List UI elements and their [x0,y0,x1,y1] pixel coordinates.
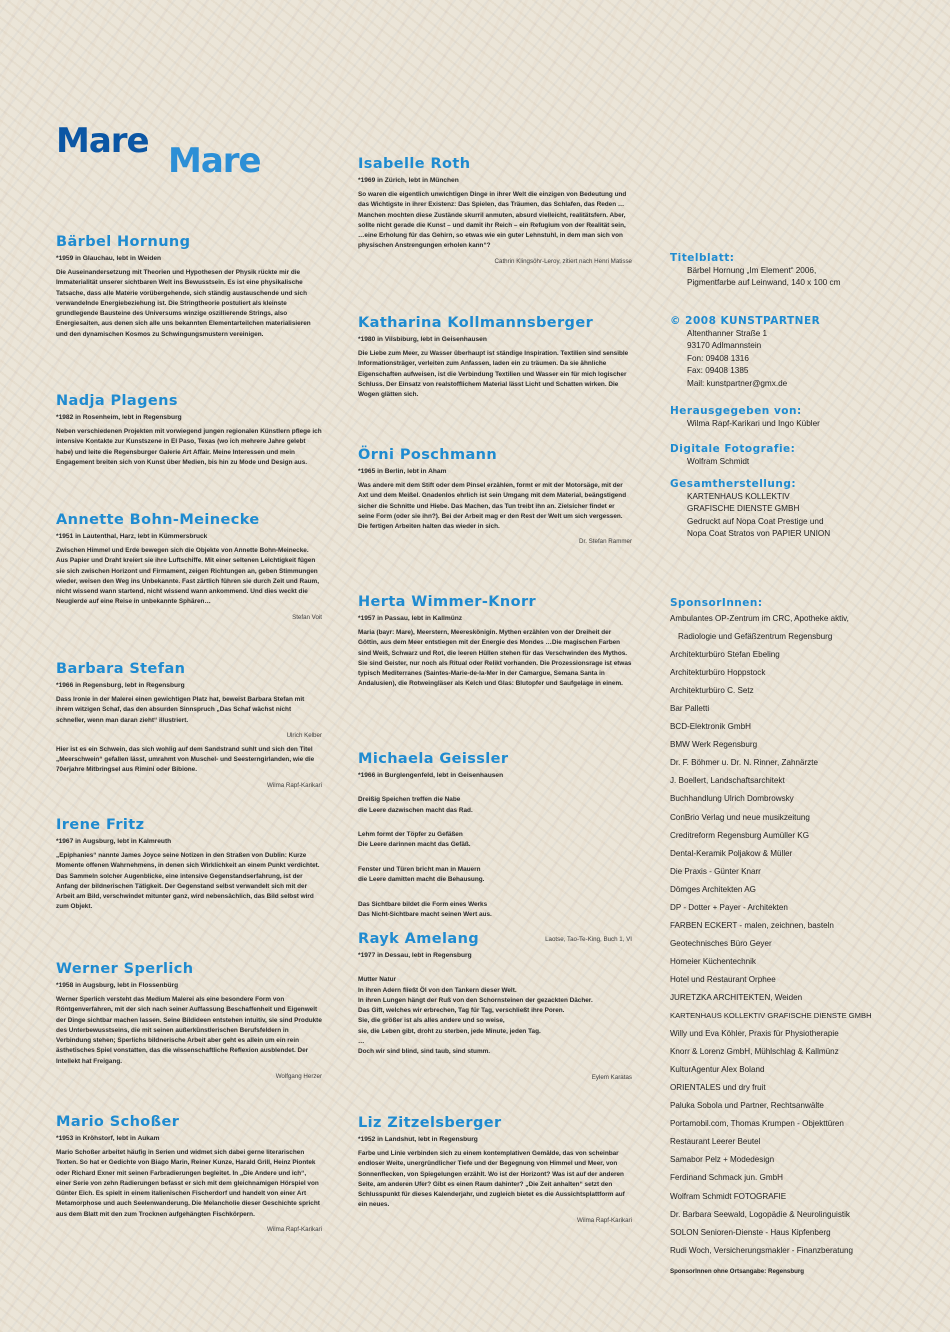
sponsor-item: Wolfram Schmidt FOTOGRAFIE [670,1191,787,1201]
sponsor-item: Portamobil.com, Thomas Krumpen - Objekttüren [670,1119,844,1129]
sponsor-item: BMW Werk Regensburg [670,740,758,750]
sponsor-item: FARBEN ECKERT - malen, zeichnen, basteln [670,920,834,930]
email-link[interactable]: Mail: kunstpartner@gmx.de [687,378,788,388]
artist-name: Bärbel Hornung [56,234,191,250]
info-line: Fon: 09408 1316 [687,353,749,363]
sponsors-block [670,596,916,1275]
sponsor-item: Die Praxis - Günter Knarr [670,866,761,876]
info-heading: © 2008 KUNSTPARTNER [670,315,821,327]
artist-born: *1966 in Burglengenfeld, lebt in Geisenhausen [358,772,504,779]
sponsor-item: SOLON Senioren-Dienste - Haus Kipfenberg [670,1227,831,1237]
sponsor-item: Rudi Woch, Versicherungsmakler - Finanzberatung [670,1245,853,1255]
artist-credit: Wolfgang Herzer [275,1073,322,1081]
sponsors-footnote: SponsorInnen ohne Ortsangabe: Regensburg [670,1267,805,1275]
artist-block-wimmer-knorr [358,593,632,695]
sponsor-item: KulturAgentur Alex Boland [670,1065,765,1075]
artist-paragraph: Werner Sperlich versteht das Medium Malerei als eine besondere Form von Röntgenverfahren, mit der sich nach seiner Auffassung Beschaffenheit und Eigenwelt der Dinge sichtbar machen lassen. Seine Bildideen entstehen intuitiv, sie sind Produkte des Unterbewusstseins, die mit seinen außerkünstlerischen Berufsfeldern in Verbindung stehen; Sperlichs bildnerische Arbeit aber geht es allein um ein rein ästhetisches Spiel vonstatten, das die wissenschaftliche Reflexion ausblendet. Der Intellekt hat Freigang. [56,996,322,1065]
sponsor-item: KARTENHAUS KOLLEKTIV GRAFISCHE DIENSTE GMBH [670,1011,872,1021]
sponsor-item: Creditreform Regensburg Aumüller KG [670,830,810,840]
info-copyright [670,314,902,390]
artist-name: Liz Zitzelsberger [358,1115,502,1131]
artist-name: Werner Sperlich [56,961,194,977]
info-line: KARTENHAUS KOLLEKTIV [687,492,790,501]
info-fotografie [670,442,902,468]
poem-text: Mutter Natur In ihren Adern fließt Öl von den Tankern dieser Welt. In ihren Lungen hängt der Ruß von den Schornsteinen der gezackten Dächer. Das Gift, welches wir erbrechen, Tag für Tag, verschließt ihre Poren. Sie, die größer ist als alles andere und so weise, sie, die Leben gibt, droht zu sterben, jede Minute, jeden Tag. … Doch wir sind blind, sind taub, sind stumm. [358,976,593,1056]
artist-credit: Wilma Rapf-Karikari [266,1226,322,1234]
info-line: Wilma Rapf-Karikari und Ingo Kübler [687,419,820,428]
poem-stanza: Das Sichtbare bildet die Form eines Werks Das Nicht-Sichtbare macht seinen Wert aus. [358,900,492,919]
artist-paragraph: „Epiphanies“ nannte James Joyce seine Notizen in den Straßen von Dublin: Kurze Momente offenen Wahrnehmens, in denen sich Wirklichkeit an einem Punkt verdichtet. Das Sammeln solcher Augenblicke, eine intensive Gegenstandserfahrung, ist der Anfang der bildnerischen Tätigkeit. Der Gegenstand selbst verwandelt sich mit der Arbeit am Bild, verschwindet mitunter ganz, wird nebensächlich, das Bild selbst wird zum Objekt. [56,852,320,911]
artist-credit: Wilma Rapf-Karikari [266,781,322,789]
artist-born: *1952 in Landshut, lebt in Regensburg [358,1136,478,1143]
artist-text [56,851,322,913]
artist-block-sperlich [56,960,322,1082]
artist-block-bohn-meinecke [56,511,322,623]
artist-text [56,745,322,776]
artist-name: Katharina Kollmannsberger [358,315,594,331]
sponsor-item: JURETZKA ARCHITEKTEN, Weiden [670,992,803,1002]
artist-credit: Cathrin Klingsöhr-Leroy, zitiert nach Henri Matisse [494,257,632,265]
artist-born: *1977 in Dessau, lebt in Regensburg [358,952,472,959]
artist-name: Michaela Geissler [358,751,509,767]
artist-text [56,546,322,608]
artist-credit: Stefan Voit [292,613,322,621]
artist-paragraph: Maria (bayr: Mare), Meerstern, Meereskönigin. Mythen erzählen von der Dreiheit der Göttin, aus dem Meer entstiegen mit der Energie des Mondes …Die magischen Farben sind Weiß, Schwarz und Rot, die leeren Hüllen stehen für das Verschwinden des Mythos. Sie sind Geister, nur noch als Ritual oder Relikt vorhanden. Die Prozessionsrage ist etwas typisch Mediterranes (Saintes-Marie-de-la-Mer in der Camargue, Semana Santa in Andalusien), die Rotweingläser als Kelch und Glas: Blutopfer und Saufgelage in einem. [358,629,632,688]
info-line: Altenthanner Straße 1 [687,329,768,338]
logo [56,121,286,186]
info-heading: Digitale Fotografie: [670,443,796,455]
sponsor-item: Buchhandlung Ulrich Dombrowsky [670,794,794,804]
poem-stanza: Fenster und Türen bricht man in Mauern die Leere damitten macht die Behausung. [358,866,485,884]
sponsor-item: Dr. F. Böhmer u. Dr. N. Rinner, Zahnärzte [670,758,818,768]
artist-born: *1969 in Zürich, lebt in München [358,177,459,184]
artist-paragraph: Mario Schoßer arbeitet häufig in Serien und widmet sich dabei gerne literarischen Texten. So hat er Gedichte von Biago Marin, Reiner Kunze, Harald Grill, Heinz Piontek oder Richard Exner mit seinen Farbradierungen begleitet. In „Die Andere und ich“, einer Serie von zehn Radierungen befasst er sich mit dem gleichnamigen Hörspiel von Günter Eich. Es spielt in einem italienischen Fischerdorf und handelt von einer Art Metamorphose und auch Seelenwanderung. Die Melancholie dieser Geschichte spricht aus dem Blatt mit den zum Trocknen aufgehängten Fischkörpern. [56,1149,320,1218]
artist-block-hornung [56,233,322,345]
artist-block-kollmannsberger [358,314,632,405]
sponsor-item: Geotechnisches Büro Geyer [670,938,772,948]
info-line: Wolfram Schmidt [687,457,750,466]
info-line: Pigmentfarbe auf Leinwand, 140 x 100 cm [687,278,841,288]
poem-stanza: Dreißig Speichen treffen die Nabe die Leere dazwischen macht das Rad. [358,796,473,814]
artist-paragraph: Was andere mit dem Stift oder dem Pinsel erzählen, formt er mit der Motorsäge, mit der Axt und dem Meißel. Gnadenlos ehrlich ist sein Umgang mit dem Material, beängstigend sicher die Schnitte und Hiebe. Das Machen, das Tun treibt ihn an. Zielsicher findet er seine Form (oder sie ihn?). Bei der Arbeit mag er den Rest der Welt um sich vergessen. Die fertigen Arbeiten halten das wieder in sich. [358,482,627,531]
artist-credit: Eylem Karatas [591,1073,632,1081]
artist-born: *1951 in Lautenthal, Harz, lebt in Kümmersbruck [56,533,208,540]
sponsor-item: Dömges Architekten AG [670,884,756,894]
artist-text [56,427,322,468]
artist-block-zitzelsberger [358,1114,632,1226]
artist-credit: Ulrich Kelber [286,731,322,739]
info-heading: Gesamtherstellung: [670,478,797,490]
info-titelblatt [670,251,902,290]
artist-name: Herta Wimmer-Knorr [358,594,537,610]
info-line: Gedruckt auf Nopa Coat Prestige und [687,516,824,526]
artist-block-plagens [56,392,322,473]
info-line: Fax: 09408 1385 [687,366,749,376]
sponsor-item: Hotel und Restaurant Orphee [670,974,776,984]
artist-born: *1966 in Regensburg, lebt in Regensburg [56,682,185,689]
artist-paragraph: Neben verschiedenen Projekten mit vorwiegend jungen regionalen Künstlern pflege ich intensive Kontakte zur Kunstszene in El Paso, Texas (wo ich mehrere Jahre gelebt habe) und leite die Regensburger Galerie Art Affair. Meine Interessen und mein Engagement breiten sich von Kunst über Medien, bis hin zu Mode und Design aus. [56,428,322,466]
sponsors-heading: SponsorInnen: [670,597,763,609]
artist-credit: Wilma Rapf-Karikari [576,1216,632,1224]
sponsor-item: Dr. Barbara Seewald, Logopädie & Neurolinguistik [670,1209,850,1219]
artist-name: Rayk Amelang [358,931,480,947]
sponsors-list [670,610,916,1260]
artist-paragraph: Die Auseinandersetzung mit Theorien und Hypothesen der Physik rückte mir die Immaterialität unserer sichtbaren Welt ins Bewusstsein. Es ist eine physikalische Tatsache, dass alle Materie vorübergehende, sich ständig austauschende und sich verwandelnde Energiebeziehung ist. Die Stringtheorie postuliert als kleinste grundlegende Bausteine des Universums winzige oszillierende Strings, also Energiesaiten, aus denen sich alle uns bekannten Elementarteilchen materialisieren und den dynamischen Kosmos zu Schwingungsmustern vereinigen. [56,269,311,338]
info-herausgeber [670,404,902,430]
sponsor-item: Willy und Eva Köhler, Praxis für Physiotherapie [670,1029,839,1039]
artist-credit: Dr. Stefan Rammer [579,538,632,546]
artist-block-schosser [56,1113,322,1235]
artist-born: *1959 in Glauchau, lebt in Weiden [56,255,162,262]
info-herstellung [670,477,902,541]
artist-paragraph: Farbe und Linie verbinden sich zu einem kontemplativen Gemälde, das von scheinbar endloser Weite, unergründlicher Tiefe und der Begegnung von Himmel und Meer, von Sonnenflecken, von Spiegelungen erzählt. Wo ist der Horizont? Was ist auf der anderen Seite, am anderen Ufer? Gibt es einen Raum dahinter? „Die Zeit anhalten“ setzt den Schlusspunkt für dieses Kalenderjahr, und zugleich bietet es die Aussichtsplattform auf ein neues. [358,1150,625,1209]
artist-text [358,785,632,935]
artist-name: Nadja Plagens [56,393,178,409]
artist-text [358,190,632,252]
info-line: 93170 Adlmannstein [687,341,762,351]
artist-paragraph: Die Liebe zum Meer, zu Wasser überhaupt ist ständige Inspiration. Textilien sind sensible Informationsträger, verleiten zum Anfassen, laden ein zu träumen. Da sie ähnliche Eigenschaften aufweisen, ist die Verbindung Textilien und Wasser ein für mich logischer Schluss. Der Einsatz von realstofflichem Material lässt Licht und Schatten wirken. Die Wogen glätten sich. [358,350,629,399]
info-line: GRAFISCHE DIENSTE GMBH [687,504,800,514]
artist-name: Isabelle Roth [358,156,471,172]
sponsor-item: ORIENTALES und dry fruit [670,1083,766,1093]
sponsor-item: Architekturbüro Stefan Ebeling [670,650,780,660]
artist-name: Mario Schoßer [56,1114,180,1130]
artist-text [358,349,632,400]
artist-block-fritz [56,816,322,918]
info-lines [670,491,902,541]
sponsor-item: Radiologie und Gefäßzentrum Regensburg [678,632,833,642]
sponsor-item: Architekturbüro C. Setz [670,686,754,696]
logo-line-1: Mare [56,121,149,161]
info-line: Bärbel Hornung „Im Element“ 2006, [687,266,817,275]
artist-text [56,995,322,1067]
sponsor-item: Homeier Küchentechnik [670,956,756,966]
artist-born: *1953 in Kröhstorf, lebt in Aukam [56,1135,160,1142]
artist-name: Barbara Stefan [56,661,186,677]
artist-text [56,1148,322,1220]
artist-born: *1980 in Vilsbiburg, lebt in Geisenhausen [358,336,487,343]
artist-name: Irene Fritz [56,817,145,833]
artist-paragraph: So waren die eigentlich unwichtigen Dinge in ihrer Welt die einzigen von Bedeutung und das Wichtigste in ihrer Existenz: Das Spielen, das Träumen, das Schlafen, das Reden … Manchen mochten diese Zustände skurril anmuten, absurd vielleicht, realitätsfern. Aber, sollte nicht gerade die Kunst – und damit ihr Reich – ein Refugium von der Realität sein, …eine Erholung für das Gehirn, so etwas wie ein guter Lehnstuhl, in dem man sich von physischen Anstrengungen erholen kann“? [358,191,627,250]
artist-block-stefan [56,660,322,791]
sponsor-item: Bar Palletti [670,704,710,714]
artist-credit: Laotse, Tao-Te-King, Buch 1, VI [545,935,632,943]
artist-block-roth [358,155,632,267]
sponsor-item: Samabor Pelz + Modedesign [670,1155,775,1165]
info-lines [670,456,902,468]
artist-born: *1982 in Rosenheim, lebt in Regensburg [56,414,182,421]
artist-block-poschmann [358,446,632,547]
artist-text [358,1149,632,1211]
sponsor-item: Knorr & Lorenz GmbH, Mühlschlag & Kallmünz [670,1047,839,1057]
artist-text [358,481,632,532]
artist-text [56,695,322,726]
artist-born: *1958 in Augsburg, lebt in Flossenbürg [56,982,179,989]
artist-name: Annette Bohn-Meinecke [56,512,260,528]
artist-block-geissler [358,750,632,945]
info-heading: Herausgegeben von: [670,405,802,417]
sponsor-item: Restaurant Leerer Beutel [670,1137,761,1147]
info-line: Nopa Coat Stratos von PAPIER UNION [687,529,831,539]
sponsor-item: J. Boellert, Landschaftsarchitekt [670,776,785,786]
info-heading: Titelblatt: [670,252,735,264]
artist-text [358,628,632,690]
artist-block-amelang [358,930,632,1083]
sponsor-item: Ambulantes OP-Zentrum im CRC, Apotheke aktiv, [670,614,849,623]
artist-born: *1967 in Augsburg, lebt in Kalmreuth [56,838,172,845]
sponsor-item: BCD-Elektronik GmbH [670,722,751,732]
sponsor-item: Architekturbüro Hoppstock [670,668,766,678]
artist-born: *1965 in Berlin, lebt in Aham [358,468,447,475]
sponsor-item: Dental-Keramik Poljakow & Müller [670,848,793,858]
artist-paragraph: Hier ist es ein Schwein, das sich wohlig auf dem Sandstrand suhlt und sich den Titel „Meerschwein“ gefallen lässt, umrahmt von Muschel- und Seesterngirlanden, wie die 70erjahre Mitbringsel aus Rimini oder Bibione. [56,745,315,774]
artist-name: Örni Poschmann [358,447,498,463]
artist-born: *1957 in Passau, lebt in Kallmünz [358,615,463,622]
sponsor-item: DP - Dotter + Payer - Architekten [670,902,788,912]
sponsor-item: ConBrio Verlag und neue musikzeitung [670,812,810,822]
info-lines [670,418,902,430]
artist-text [358,965,632,1073]
artist-paragraph: Dass Ironie in der Malerei einen gewichtigen Platz hat, beweist Barbara Stefan mit ihrem witzigen Schaf, das den absurden Sinnspruch „Das Schaf wächst nicht schneller, wenn man daran zieht“ illustriert. [56,696,305,724]
artist-paragraph: Zwischen Himmel und Erde bewegen sich die Objekte von Annette Bohn-Meinecke. Aus Papier und Draht kreiert sie ihre Luftschiffe. Mit einer seltenen Leichtigkeit fügen sie sich zwischen Horizont und Firmament, zeigen Richtungen an, geben Stimmungen wieder, weisen den Weg ins Unbekannte. Fast zärtlich führen sie durch Zeit und Raum, nicht wissend wann startend, nicht wissend wann ankommend. Und dies weckt die Neugierde auf eine Reise in unbekannte Sphären… [56,547,320,606]
info-lines [670,328,902,390]
info-lines [670,265,902,290]
logo-line-2: Mare [168,141,261,181]
poem-stanza: Lehm formt der Töpfer zu Gefäßen Die Leere darinnen macht das Gefäß. [358,831,471,849]
sponsor-item: Paluka Sobola und Partner, Rechtsanwälte [670,1101,824,1111]
artist-text [56,268,322,340]
sponsor-item: Ferdinand Schmack jun. GmbH [670,1173,783,1183]
